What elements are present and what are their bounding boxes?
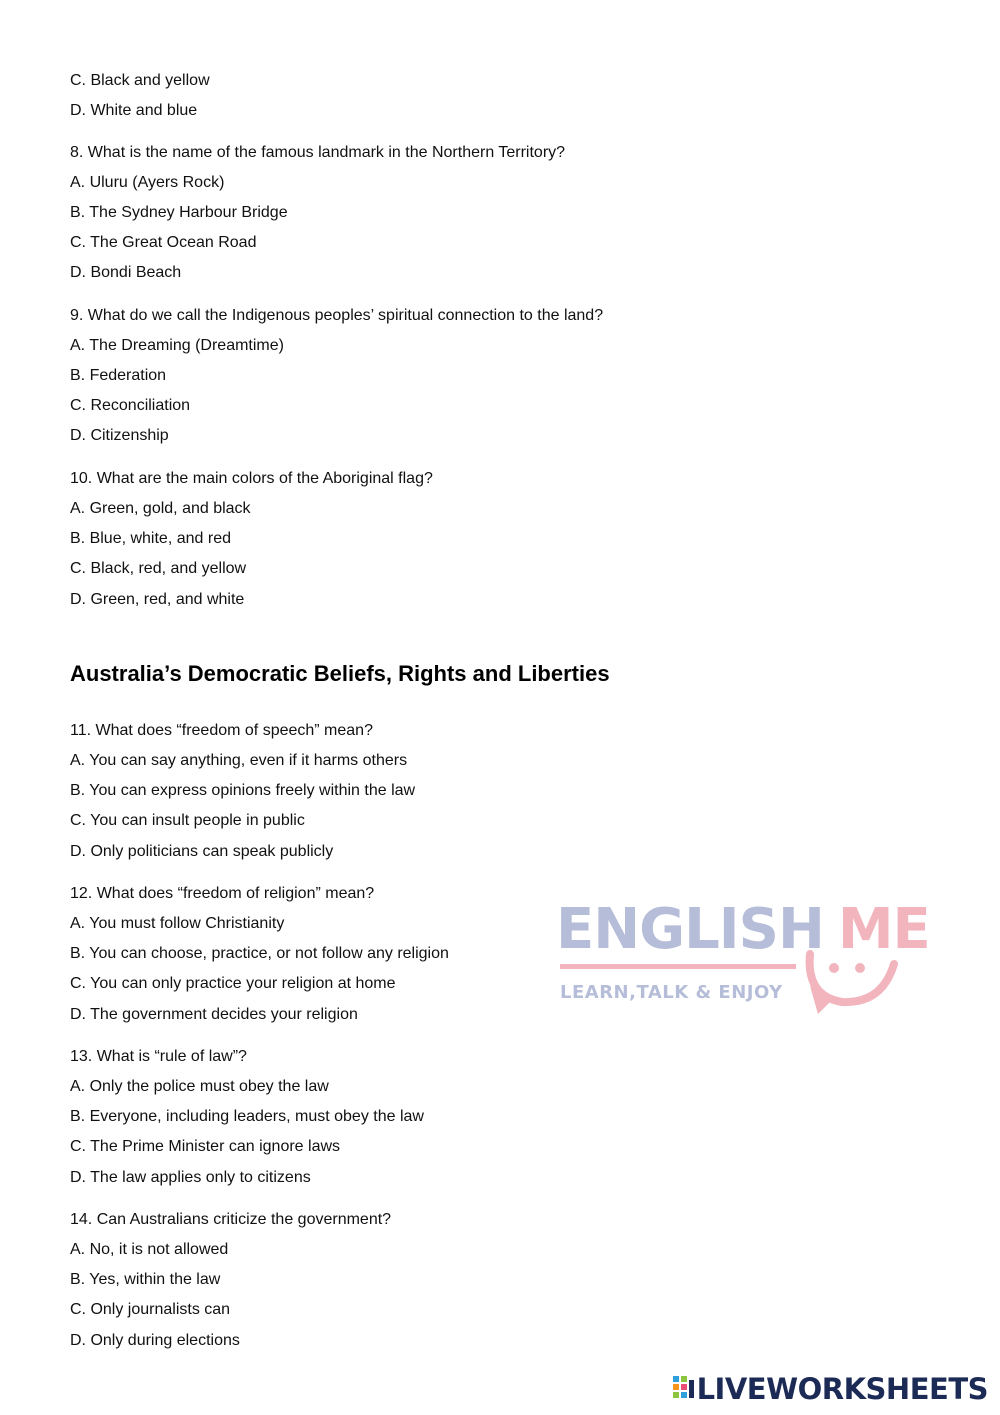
option-text: D. The government decides your religion: [70, 1006, 358, 1023]
option-text: C. Black, red, and yellow: [70, 560, 247, 577]
watermark-tagline: LEARN,TALK & ENJOY: [560, 982, 783, 1003]
option-text: A. You must follow Christianity: [70, 915, 285, 932]
watermark-divider: [560, 964, 796, 969]
option-text: C. Reconciliation: [70, 397, 191, 414]
question-8: 8. What is the name of the famous landmark in the Northern Territory?: [70, 144, 566, 161]
option-text: B. Federation: [70, 367, 167, 384]
question-14: 14. Can Australians criticize the government?: [70, 1211, 392, 1228]
liveworksheets-logo: [673, 1371, 988, 1407]
option-text: A. You can say anything, even if it harms others: [70, 752, 408, 769]
question-10: 10. What are the main colors of the Aboriginal flag?: [70, 470, 433, 487]
option-text: C. The Prime Minister can ignore laws: [70, 1138, 341, 1155]
option-text: D. White and blue: [70, 102, 198, 119]
question-12: 12. What does “freedom of religion” mean?: [70, 885, 375, 902]
option-text: B. The Sydney Harbour Bridge: [70, 204, 288, 221]
option-text: D. Citizenship: [70, 427, 169, 444]
watermark-brand: [556, 898, 930, 962]
option-text: B. Everyone, including leaders, must obey the law: [70, 1108, 424, 1125]
option-text: B. Yes, within the law: [70, 1271, 221, 1288]
option-text: A. Only the police must obey the law: [70, 1078, 329, 1095]
question-9: 9. What do we call the Indigenous peoples’ spiritual connection to the land?: [70, 307, 604, 324]
watermark-brand-english: ENGLISH: [556, 897, 824, 962]
option-text: A. No, it is not allowed: [70, 1241, 229, 1258]
watermark-brand-me: ME: [837, 897, 930, 962]
liveworksheets-wordmark: LIVEWORKSHEETS: [696, 1372, 988, 1406]
option-text: C. You can insult people in public: [70, 812, 305, 829]
option-text: D. Green, red, and white: [70, 591, 245, 608]
question-13: 13. What is “rule of law”?: [70, 1048, 247, 1065]
option-text: C. Black and yellow: [70, 72, 210, 89]
option-text: A. Green, gold, and black: [70, 500, 251, 517]
option-text: B. You can express opinions freely within the law: [70, 782, 416, 799]
option-text: A. The Dreaming (Dreamtime): [70, 337, 284, 354]
smile-icon: [802, 946, 902, 1018]
option-text: A. Uluru (Ayers Rock): [70, 174, 225, 191]
option-text: B. Blue, white, and red: [70, 530, 231, 547]
option-text: D. Only politicians can speak publicly: [70, 843, 334, 860]
section-heading: Australia’s Democratic Beliefs, Rights and Liberties: [70, 661, 610, 686]
option-text: C. You can only practice your religion at home: [70, 975, 396, 992]
option-text: D. The law applies only to citizens: [70, 1169, 311, 1186]
liveworksheets-logo-icon: [673, 1376, 695, 1402]
option-text: D. Only during elections: [70, 1332, 240, 1349]
option-text: C. The Great Ocean Road: [70, 234, 257, 251]
question-11: 11. What does “freedom of speech” mean?: [70, 722, 373, 739]
option-text: D. Bondi Beach: [70, 264, 182, 281]
option-text: C. Only journalists can: [70, 1301, 231, 1318]
englishme-watermark: [556, 897, 930, 1023]
option-text: B. You can choose, practice, or not follow any religion: [70, 945, 449, 962]
